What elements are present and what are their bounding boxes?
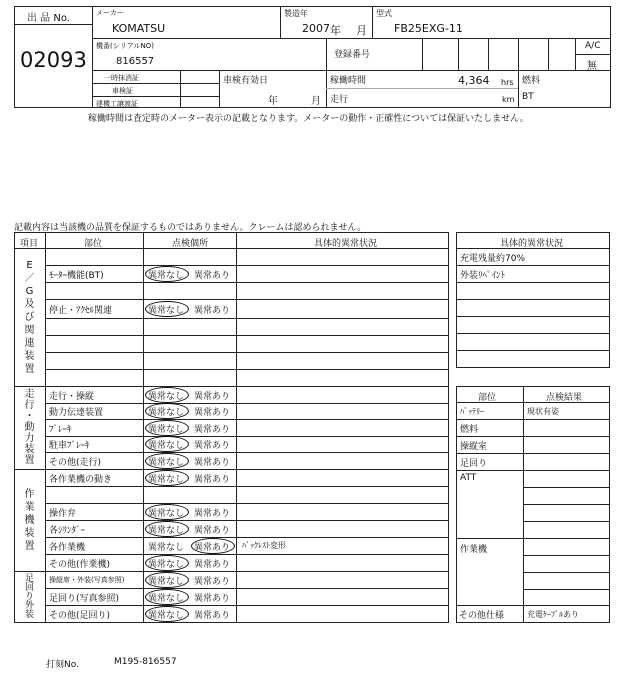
table-row xyxy=(45,605,449,623)
option-ok[interactable]: 異常なし xyxy=(148,271,185,281)
inspection-cert-label: 車検証 xyxy=(112,87,133,95)
option-ok[interactable]: 異常なし xyxy=(148,560,185,570)
option-ok[interactable]: 異常なし xyxy=(148,425,185,435)
option-ok[interactable]: 異常なし xyxy=(148,577,185,587)
ac-label: A/C xyxy=(585,41,601,51)
side-head-part: 部位 xyxy=(478,393,497,403)
table-row xyxy=(45,282,449,299)
stamp-number: M195-816557 xyxy=(114,657,177,667)
fuel-label: 燃料 xyxy=(522,76,541,86)
option-ok[interactable]: 異常なし xyxy=(148,392,185,402)
option-ng[interactable]: 異常あり xyxy=(194,509,231,519)
option-ok[interactable]: 異常なし xyxy=(148,526,185,536)
side-top-cell: 充電残量約70% xyxy=(460,254,526,264)
selection-circle xyxy=(145,521,189,537)
row-part: ﾌﾞﾚｰｷ xyxy=(49,425,72,435)
hours-unit: hrs xyxy=(501,78,514,87)
side-top-cell: 外装ﾘﾍﾟｲﾝﾄ xyxy=(460,271,506,281)
table-row xyxy=(45,571,449,588)
table-row xyxy=(45,503,449,520)
table-row xyxy=(45,554,449,571)
option-ng[interactable]: 異常あり xyxy=(194,271,231,281)
option-ng[interactable]: 異常あり xyxy=(194,408,231,418)
fuel-part: 燃料 xyxy=(460,425,479,435)
perm-label: 一時抹消証 xyxy=(104,74,139,82)
maker-value: KOMATSU xyxy=(112,22,166,35)
group-label: 足 回 り 外 装 xyxy=(24,573,34,620)
group-label: E ／ G 及 び 関 連 装 置 xyxy=(24,259,35,375)
other-spec-result: 充電ｹｰﾌﾞﾙあり xyxy=(527,610,579,619)
option-ng[interactable]: 異常あり xyxy=(194,392,231,402)
selection-circle xyxy=(145,420,189,436)
month-unit: 月 xyxy=(356,24,367,37)
row-part: 停止・ｱｸｾﾙ関連 xyxy=(49,306,113,316)
hours-value: 4,364 xyxy=(458,74,490,87)
battery-result: 現状有姿 xyxy=(527,407,559,416)
selection-circle xyxy=(145,470,189,486)
selection-circle xyxy=(145,555,189,571)
option-ng[interactable]: 異常あり xyxy=(194,475,231,485)
table-row xyxy=(45,419,449,436)
shaken-month-unit: 月 xyxy=(311,96,321,107)
option-ok[interactable]: 異常なし xyxy=(148,306,185,316)
att-part: ATT xyxy=(460,473,477,483)
head-part: 部位 xyxy=(84,239,103,249)
lot-label: 出 品 No. xyxy=(27,13,70,24)
side-top-head: 具体的異常状況 xyxy=(500,239,564,249)
table-row xyxy=(45,318,449,335)
table-row xyxy=(45,486,449,503)
option-ok[interactable]: 異常なし xyxy=(148,441,185,451)
serial-value: 816557 xyxy=(116,56,155,67)
head-item: 項目 xyxy=(20,239,39,249)
shaken-label: 車検有効日 xyxy=(223,76,269,86)
selection-circle xyxy=(145,403,189,419)
option-ng[interactable]: 異常あり xyxy=(194,441,231,451)
row-part: その他(作業機) xyxy=(49,560,111,570)
table-row xyxy=(45,352,449,369)
option-ng[interactable]: 異常あり xyxy=(194,306,231,316)
selection-circle xyxy=(145,572,189,588)
row-part: 操縦席・外装(写真参照) xyxy=(49,576,125,584)
row-part: 駐車ﾌﾞﾚｰｷ xyxy=(49,441,90,451)
option-ng[interactable]: 異常あり xyxy=(194,458,231,468)
option-ok[interactable]: 異常なし xyxy=(148,594,185,604)
option-ng[interactable]: 異常あり xyxy=(194,611,231,621)
option-ok[interactable]: 異常なし xyxy=(148,408,185,418)
table-row xyxy=(45,248,449,265)
shaken-year-unit: 年 xyxy=(268,96,278,107)
year-unit: 年 xyxy=(330,24,341,37)
table-row xyxy=(45,299,449,318)
row-part: その他(走行) xyxy=(49,458,102,468)
row-part: 動力伝達装置 xyxy=(49,408,104,418)
hours-label: 稼働時間 xyxy=(330,76,367,86)
table-row xyxy=(45,469,449,486)
row-part: 足回り(写真参照) xyxy=(49,594,120,604)
group-label: 走 行 ・ 動 力 装 置 xyxy=(24,389,35,466)
option-ng[interactable]: 異常あり xyxy=(194,543,231,553)
row-part: ﾓｰﾀｰ機能(BT) xyxy=(49,271,104,281)
option-ok[interactable]: 異常なし xyxy=(148,543,185,553)
table-row xyxy=(45,520,449,537)
battery-label: ﾊﾞｯﾃﾘｰ xyxy=(460,407,484,416)
table-row xyxy=(45,265,449,282)
option-ok[interactable]: 異常なし xyxy=(148,509,185,519)
option-ok[interactable]: 異常なし xyxy=(148,458,185,468)
year-value: 2007 xyxy=(302,22,330,35)
selection-circle xyxy=(145,387,189,403)
table-row xyxy=(45,403,449,419)
model-value: FB25EXG-11 xyxy=(394,22,463,35)
run-label: 走行 xyxy=(330,95,349,105)
selection-circle xyxy=(191,538,235,554)
option-ok[interactable]: 異常なし xyxy=(148,611,185,621)
option-ng[interactable]: 異常あり xyxy=(194,560,231,570)
selection-circle xyxy=(145,606,189,622)
option-ng[interactable]: 異常あり xyxy=(194,425,231,435)
hours-note: 稼働時間は査定時のメーター表示の記載となります。メーターの動作・正確性については保証いたしません。 xyxy=(88,114,529,124)
other-spec-part: その他仕様 xyxy=(459,611,505,621)
row-part: 各ｼﾘﾝﾀﾞｰ xyxy=(49,526,86,536)
stamp-label: 打刻No. xyxy=(46,660,79,670)
lot-number: 02093 xyxy=(20,48,87,72)
row-detail: ﾊﾞｯｸﾚｽﾄ変形 xyxy=(242,541,286,550)
serial-label: 機番(シリアルNO) xyxy=(96,42,154,50)
head-detail: 具体的異常状況 xyxy=(314,239,378,249)
option-ng[interactable]: 異常あり xyxy=(194,577,231,587)
row-part: 走行・操縦 xyxy=(49,392,95,402)
selection-circle xyxy=(145,504,189,520)
selection-circle xyxy=(145,589,189,605)
group-label: 作 業 機 装 置 xyxy=(24,488,35,552)
table-row xyxy=(45,386,449,403)
cab-part: 操縦室 xyxy=(460,442,488,452)
selection-circle xyxy=(145,453,189,469)
maker-label: メーカー xyxy=(96,9,124,17)
table-row xyxy=(45,369,449,386)
table-row xyxy=(45,452,449,469)
selection-circle xyxy=(145,436,189,452)
quality-note: 記載内容は当該機の品質を保証するものではありません。クレームは認められません。 xyxy=(14,223,367,233)
table-row xyxy=(45,436,449,452)
undercarriage-part: 足回り xyxy=(460,459,488,469)
fuel-value: BT xyxy=(522,92,534,102)
ac-value: 無 xyxy=(587,61,597,72)
row-part: その他(足回り) xyxy=(49,611,111,621)
option-ng[interactable]: 異常あり xyxy=(194,526,231,536)
row-part: 操作弁 xyxy=(49,509,77,519)
table-row xyxy=(45,335,449,352)
option-ok[interactable]: 異常なし xyxy=(148,475,185,485)
model-label: 型式 xyxy=(376,9,392,18)
km-unit: km xyxy=(502,95,515,104)
side-head-result: 点検結果 xyxy=(546,393,583,403)
work-part: 作業機 xyxy=(460,545,488,555)
row-part: 各作業機の動き xyxy=(49,475,113,485)
selection-circle xyxy=(145,266,189,282)
head-check: 点検個所 xyxy=(172,239,209,249)
table-row xyxy=(45,588,449,605)
table-row xyxy=(45,537,449,554)
selection-circle xyxy=(145,301,189,317)
option-ng[interactable]: 異常あり xyxy=(194,594,231,604)
year-label: 製造年 xyxy=(284,9,308,18)
transfer-cert-label: 建機工譲渡証 xyxy=(96,100,138,108)
reg-label: 登録番号 xyxy=(334,50,371,60)
row-part: 各作業機 xyxy=(49,543,86,553)
